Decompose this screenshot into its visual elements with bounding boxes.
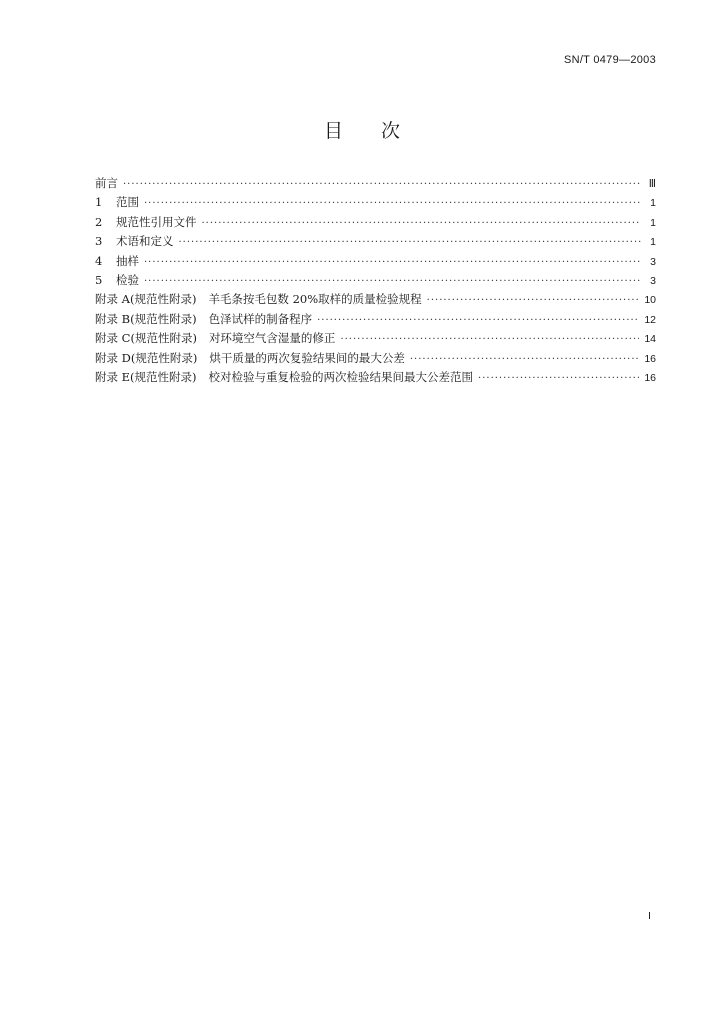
toc-leader-dots <box>144 276 641 287</box>
toc-entry-inspection[interactable] <box>95 272 656 291</box>
toc-entry-page: 3 <box>650 274 656 287</box>
table-of-contents <box>95 175 656 388</box>
page-number: Ⅰ <box>648 911 651 922</box>
toc-entry-number: 1 <box>95 195 103 210</box>
toc-entry-number: 4 <box>95 253 103 268</box>
toc-entry-label: 附录 E(规范性附录) 校对检验与重复检验的两次检验结果间最大公差范围 <box>95 369 474 384</box>
toc-entry-page: 16 <box>644 371 656 384</box>
toc-leader-dots <box>179 237 642 248</box>
toc-entry-subtitle: 烘干质量的两次复验结果间的最大公差 <box>209 350 405 365</box>
toc-leader-dots <box>478 373 639 384</box>
toc-entry-page: 12 <box>644 313 656 326</box>
toc-leader-dots <box>410 354 639 365</box>
toc-entry-label: 5 检验 <box>95 272 139 287</box>
toc-entry-normative-references[interactable] <box>95 214 656 233</box>
toc-entry-subtitle: 校对检验与重复检验的两次检验结果间最大公差范围 <box>208 369 474 384</box>
toc-leader-dots <box>202 218 642 229</box>
toc-entry-label: 附录 C(规范性附录) 对环境空气含湿量的修正 <box>95 331 336 346</box>
toc-leader-dots <box>144 198 641 209</box>
toc-entry-label: 2 规范性引用文件 <box>95 214 197 229</box>
toc-entry-sampling[interactable] <box>95 253 656 272</box>
toc-entry-page: 16 <box>644 352 656 365</box>
toc-leader-dots <box>144 257 641 268</box>
toc-leader-dots <box>427 295 640 306</box>
toc-entry-label: 1 范围 <box>95 195 139 210</box>
toc-entry-label: 4 抽样 <box>95 253 139 268</box>
toc-entry-page: 10 <box>644 294 656 307</box>
page-title: 目次 <box>323 120 438 142</box>
toc-entry-annex-e[interactable] <box>95 369 656 388</box>
toc-entry-label: 前言 <box>95 176 118 190</box>
toc-entry-label: 附录 B(规范性附录) 色泽试样的制备程序 <box>95 311 313 326</box>
toc-leader-dots <box>340 334 639 345</box>
toc-entry-page: 14 <box>644 333 656 346</box>
toc-entry-label: 3 术语和定义 <box>95 234 174 249</box>
toc-entry-page: 1 <box>650 236 656 249</box>
toc-entry-preface[interactable] <box>95 175 656 194</box>
toc-entry-label: 附录 A(规范性附录) 羊毛条按毛包数 20%取样的质量检验规程 <box>95 292 422 307</box>
toc-entry-number: 3 <box>95 234 103 249</box>
toc-leader-dots <box>317 315 639 326</box>
toc-entry-label: 附录 D(规范性附录) 烘干质量的两次复验结果间的最大公差 <box>95 350 405 365</box>
toc-entry-subtitle: 羊毛条按毛包数 20%取样的质量检验规程 <box>208 292 422 307</box>
toc-entry-page: Ⅲ <box>648 178 656 190</box>
toc-entry-page: 3 <box>650 255 656 268</box>
toc-entry-page: 1 <box>650 216 656 229</box>
toc-entry-page: 1 <box>650 197 656 210</box>
standard-code: SN/T 0479—2003 <box>563 54 656 66</box>
toc-entry-scope[interactable] <box>95 194 656 213</box>
toc-entry-subtitle: 对环境空气含湿量的修正 <box>208 331 336 346</box>
toc-entry-subtitle: 色泽试样的制备程序 <box>208 311 313 326</box>
toc-entry-number: 5 <box>95 272 103 287</box>
toc-leader-dots <box>123 179 641 190</box>
toc-entry-annex-a[interactable] <box>95 291 656 310</box>
toc-entry-annex-b[interactable] <box>95 311 656 330</box>
toc-entry-terms-definitions[interactable] <box>95 233 656 252</box>
toc-entry-annex-c[interactable] <box>95 330 656 349</box>
toc-entry-number: 2 <box>95 214 103 229</box>
toc-entry-annex-d[interactable] <box>95 350 656 369</box>
